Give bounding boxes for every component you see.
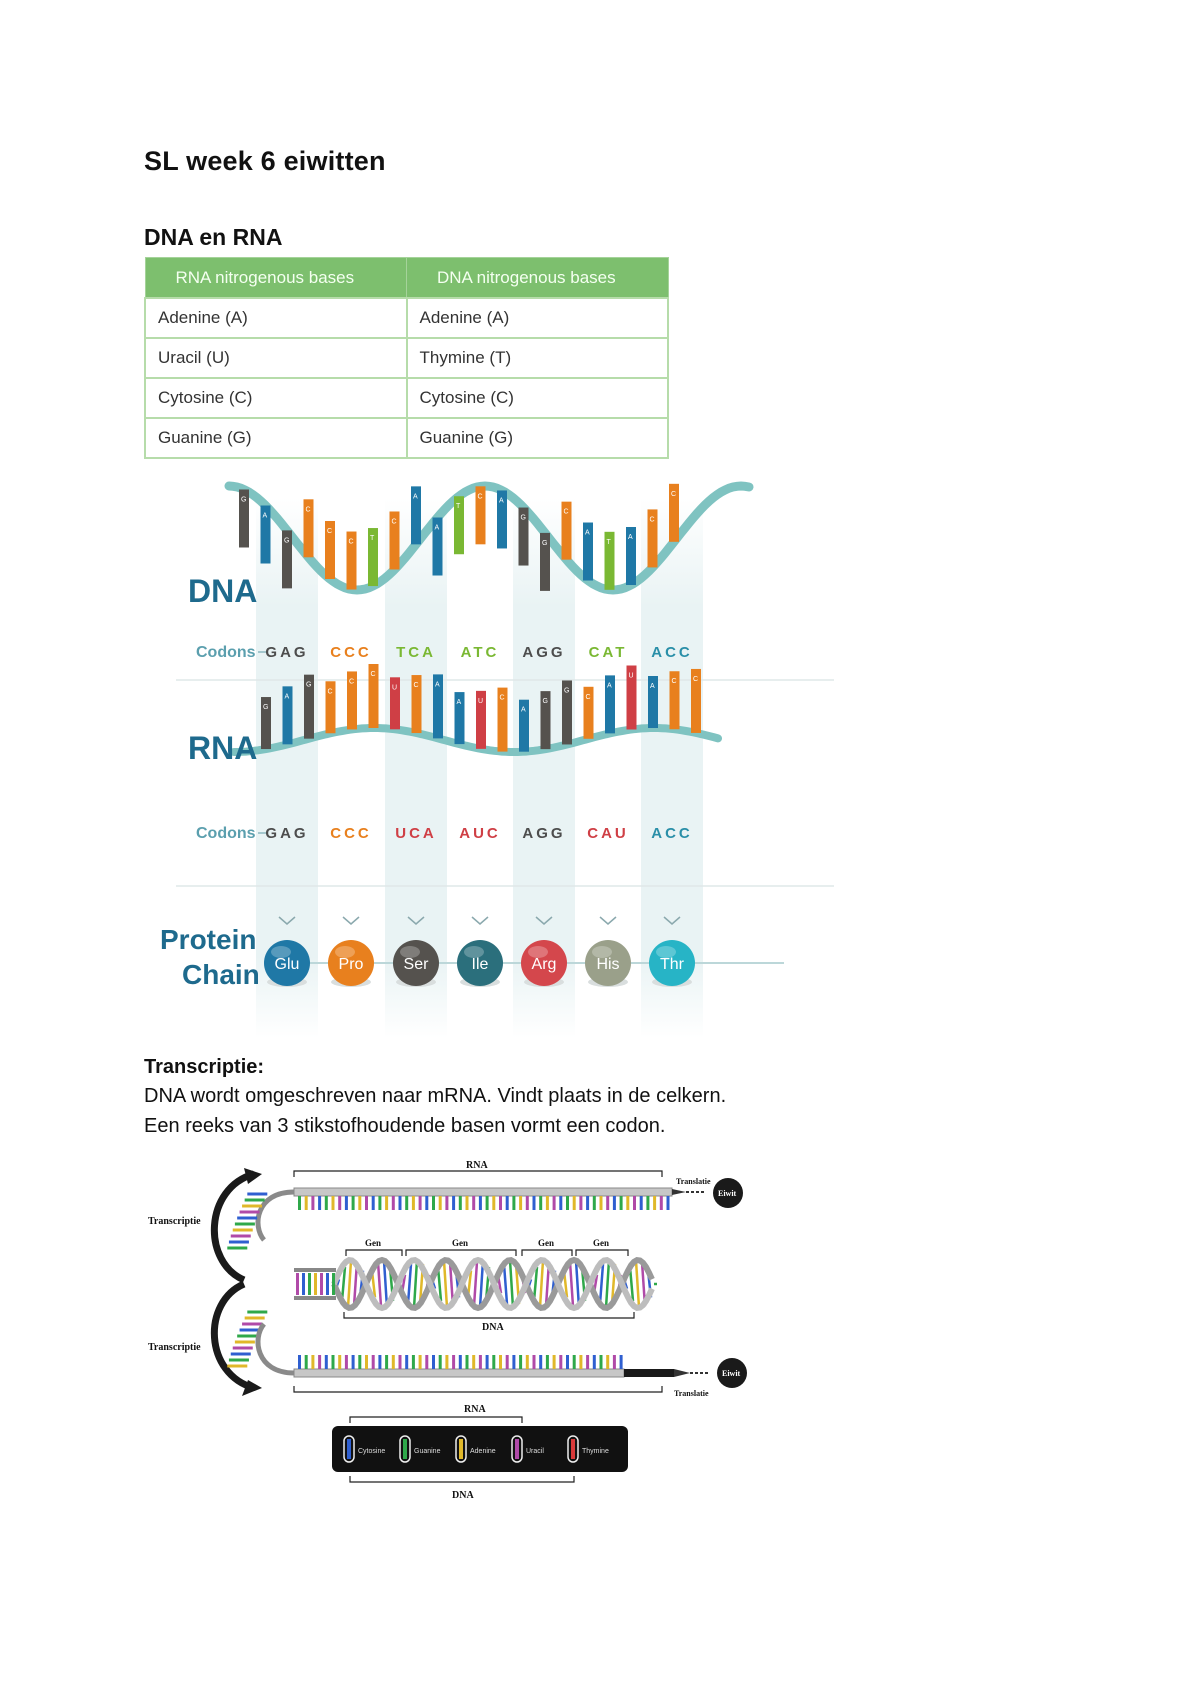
rna-base-tick [492,1355,495,1369]
rna-base-tick [399,1355,402,1369]
helix-base-pair [408,1264,411,1304]
base-tick [314,1273,317,1295]
rna-base-letter: U [392,684,398,692]
rna-base-tick [620,1355,623,1369]
dna-base-letter: C [563,508,569,516]
base-tick [302,1273,305,1295]
document-title: SL week 6 eiwitten [144,146,386,176]
rna-base-tick [566,1355,569,1369]
rna-codon: AGG [522,825,566,842]
rna-bracket-top [294,1171,662,1177]
table-cell: Adenine (A) [145,298,407,338]
rna-base-tick [439,1196,442,1210]
rna-base-tick [372,1355,375,1369]
rna-base-tick [439,1355,442,1369]
rna-base-tick [372,1196,375,1210]
legend-swatch [403,1439,407,1459]
section-title: DNA en RNA [144,224,283,250]
dna-base-letter: G [520,514,526,522]
translatie-top-label: Translatie [676,1177,711,1186]
rna-base-letter: A [456,699,462,707]
legend-bracket-top [350,1417,522,1423]
dna-base-letter: C [391,518,397,526]
rna-base-tick [573,1355,576,1369]
rna-base-letter: C [499,694,505,702]
amino-acid-label: Ser [403,956,429,973]
amino-acid-label: Glu [274,956,300,973]
rna-base-tick [486,1196,489,1210]
rna-base-tick [539,1196,542,1210]
helix-base-pair [414,1260,417,1308]
gen-label: Gen [593,1238,610,1248]
dna-base-letter: A [413,493,418,501]
rna-base-letter: A [607,682,612,690]
rna-label: RNA [188,730,258,766]
dna-codon: AGG [522,644,566,661]
dna-base-letter: G [284,537,290,545]
rna-base-tick [385,1355,388,1369]
gen-bracket [346,1250,402,1256]
rna-base-tick [305,1196,308,1210]
rna-base-letter: C [671,678,677,686]
rna-base-tick [600,1196,603,1210]
arrow-head [674,1369,690,1377]
rna-base-tick [653,1196,656,1210]
rna-base-tick [412,1196,415,1210]
dna-codon: ACC [651,644,693,661]
transcription-line-1: DNA wordt omgeschreven naar mRNA. Vindt plaats in de celkern. [144,1085,727,1107]
helix-base-pair [540,1260,543,1307]
rna-base-tick [546,1196,549,1210]
rna-base-tick [499,1355,502,1369]
chain-label: Chain [182,959,260,990]
dna-base-letter: C [305,506,311,514]
rna-base-tick [479,1196,482,1210]
rna-base-letter: A [521,706,526,714]
rna-base-tick [593,1355,596,1369]
dna-label: DNA [188,573,258,609]
helix-base-pair [606,1260,609,1308]
dna-base-letter: G [241,496,247,504]
transcription-heading: Transcriptie: [144,1056,265,1078]
rna-bracket-bottom [294,1386,662,1392]
rna-base-tick [640,1196,643,1210]
dna-base-letter: T [456,503,461,511]
rna-strand-bottom [294,1369,624,1377]
table-cell: Guanine (G) [407,418,669,458]
rna-base-letter: C [349,678,355,686]
rna-base-tick [325,1196,328,1210]
rna-base-tick [385,1196,388,1210]
chevron-down-icon [343,917,359,924]
rna-base-tick [392,1196,395,1210]
rna-base-tick [419,1355,422,1369]
rna-base-letter: U [628,672,634,680]
base-tick [332,1273,335,1295]
rna-base-tick [378,1355,381,1369]
dna-base-letter: C [671,490,677,498]
table-header-rna: RNA nitrogenous bases [145,258,407,299]
rna-base-tick [412,1355,415,1369]
dna-base-letter: A [262,512,268,520]
rna-base-letter: C [327,688,333,696]
rna-top-bases [298,1196,670,1210]
rna-base-tick [539,1355,542,1369]
helix-base-pair [384,1260,387,1307]
dna-codon-row [265,644,692,661]
dna-codons-label: Codons [196,644,256,661]
gen-label: Gen [365,1238,382,1248]
rna-base-tick [318,1355,321,1369]
table-cell: Guanine (G) [145,418,407,458]
rna-base-tick [405,1196,408,1210]
rna-base-tick [613,1196,616,1210]
table-row [145,298,668,338]
rna-base-letter: C [370,671,376,679]
table-cell: Cytosine (C) [145,378,407,418]
rna-base-tick [345,1196,348,1210]
transcriptie-arrow-top [214,1174,254,1280]
rna-base-tick [466,1355,469,1369]
rna-base-tick [533,1355,536,1369]
dna-mid-label: DNA [482,1322,504,1333]
rna-base-tick [365,1355,368,1369]
table-cell: Cytosine (C) [407,378,669,418]
transcriptie-top-label: Transcriptie [148,1216,201,1227]
rna-base-tick [432,1355,435,1369]
dna-base-letter: T [606,538,611,546]
rna-base-tick [358,1355,361,1369]
helix-base-pair [378,1262,381,1306]
dna-bracket-mid [344,1312,634,1318]
rna-strand-bases [261,664,701,752]
rna-codon: AUC [459,825,501,842]
base-tick [308,1273,311,1295]
dna-double-helix [227,1194,657,1366]
arrow-head [244,1168,262,1184]
dna-base-letter: C [649,516,655,524]
helix-base-pair [504,1264,507,1304]
helix-base-pair [480,1260,483,1307]
rna-base-tick [559,1196,562,1210]
rna-codon: UCA [395,825,437,842]
bases-table [144,257,669,459]
helix-base-pair [600,1264,603,1304]
dna-codon: CCC [330,644,372,661]
base-tick [326,1273,329,1295]
rna-base-tick [392,1355,395,1369]
base-tick [296,1273,299,1295]
legend-swatch [459,1439,463,1459]
dna-base-letter: C [327,527,333,535]
rna-base-letter: C [693,675,699,683]
amino-acid-label: Pro [338,956,364,973]
rna-base-tick [606,1355,609,1369]
rna-base-tick [579,1196,582,1210]
rna-base-letter: G [306,681,312,689]
dna-base-letter: A [499,497,504,505]
gene-brackets [346,1238,628,1256]
rna-base-tick [579,1355,582,1369]
transcription-line-2: Een reeks van 3 stikstofhoudende basen vormt een codon. [144,1115,666,1137]
rna-base-tick [452,1355,455,1369]
dna-bottom-label: DNA [452,1490,474,1501]
rna-base-tick [298,1355,301,1369]
rna-base-tick [332,1196,335,1210]
rna-base-tick [425,1355,428,1369]
rna-base-tick [425,1196,428,1210]
dna-codon: CAT [588,644,628,661]
rna-base-tick [486,1355,489,1369]
rna-base-tick [512,1355,515,1369]
amino-acid-label: Ile [471,956,489,973]
rna-base-tick [506,1355,509,1369]
rna-base-tick [613,1355,616,1369]
protein-label: Protein [160,924,257,955]
legend-swatch [515,1439,519,1459]
rna-base-tick [352,1355,355,1369]
dna-base-letter: A [585,529,590,537]
transcription-diagram [144,1160,764,1530]
rna-base-tick [533,1196,536,1210]
rna-base-tick [311,1196,314,1210]
rna-base-tick [479,1355,482,1369]
rna-base-tick [593,1196,596,1210]
eiwit-bottom-label: Eiwit [722,1369,741,1378]
rna-base-tick [419,1196,422,1210]
rna-base-tick [338,1196,341,1210]
legend-label: Adenine [470,1448,496,1455]
legend-bracket-bottom [350,1476,574,1482]
rna-base-tick [365,1196,368,1210]
chevron-down-icon [600,917,616,924]
rna-base-tick [606,1196,609,1210]
table-row [145,418,668,458]
helix-base-pair [474,1262,477,1306]
rna-codon-row [265,825,692,842]
table-header-row [145,258,668,299]
gen-bracket [576,1250,628,1256]
rna-base-tick [311,1355,314,1369]
dna-base-letter: A [628,534,633,542]
gen-bracket [522,1250,572,1256]
rna-top-label: RNA [466,1160,488,1171]
rna-base-tick [600,1355,603,1369]
rna-base-letter: A [650,683,655,691]
rna-base-tick [553,1355,556,1369]
rna-base-tick [399,1196,402,1210]
rna-codons-label: Codons [196,825,256,842]
rna-base-letter: C [585,693,591,701]
rna-base-tick [546,1355,549,1369]
legend-label: Cytosine [358,1448,386,1455]
rna-base-tick [472,1355,475,1369]
arrow-head [672,1189,686,1195]
rna-bottom-bases [298,1355,623,1369]
rna-base-tick [626,1196,629,1210]
rna-codon: CCC [330,825,372,842]
amino-acid-chain [264,917,695,987]
legend-swatch [571,1439,575,1459]
rna-base-tick [519,1196,522,1210]
rna-base-tick [472,1196,475,1210]
dna-base-letter: A [434,524,440,532]
dna-base-letter: C [477,493,483,501]
rna-strand-top [294,1188,672,1196]
amino-acid-label: His [596,956,620,973]
rna-base-tick [298,1196,301,1210]
rna-strand-end [624,1369,674,1377]
rna-base-tick [452,1196,455,1210]
rna-strand-curve [258,1324,294,1373]
rna-base-letter: G [564,687,570,695]
rna-base-tick [526,1196,529,1210]
eiwit-top-label: Eiwit [718,1189,737,1198]
rna-base-tick [466,1196,469,1210]
rna-base-tick [445,1196,448,1210]
rna-base-tick [667,1196,670,1210]
rna-bottom-label: RNA [464,1404,486,1415]
dna-codon: GAG [265,644,309,661]
gen-label: Gen [538,1238,555,1248]
rna-base-tick [512,1196,515,1210]
table-cell: Adenine (A) [407,298,669,338]
rna-base-tick [573,1196,576,1210]
table-row [145,338,668,378]
rna-base-tick [445,1355,448,1369]
rna-base-tick [459,1355,462,1369]
rna-codon: ACC [651,825,693,842]
rna-base-tick [559,1355,562,1369]
rna-base-letter: A [284,693,290,701]
rna-base-tick [325,1355,328,1369]
rna-base-tick [338,1355,341,1369]
rna-base-tick [566,1196,569,1210]
gen-label: Gen [452,1238,469,1248]
rna-base-tick [633,1196,636,1210]
rna-base-tick [506,1196,509,1210]
rna-base-tick [405,1355,408,1369]
table-cell: Uracil (U) [145,338,407,378]
dna-base-letter: C [348,538,354,546]
dna-codon: TCA [396,644,436,661]
rna-base-tick [305,1355,308,1369]
table-row [145,378,668,418]
rna-base-tick [492,1196,495,1210]
dna-base-letter: G [542,539,548,547]
gen-bracket [406,1250,516,1256]
rna-base-tick [519,1355,522,1369]
translatie-bottom-label: Translatie [674,1389,709,1398]
rna-base-letter: G [542,698,548,706]
rna-base-tick [345,1355,348,1369]
dna-codon: ATC [460,644,500,661]
helix-base-pair [510,1260,513,1308]
rna-base-tick [620,1196,623,1210]
rna-base-tick [526,1355,529,1369]
rna-base-tick [358,1196,361,1210]
amino-acid-label: Thr [660,956,684,973]
rna-base-letter: G [263,704,269,712]
legend-label: Uracil [526,1448,544,1455]
helix-base-pair [636,1260,639,1307]
rna-codon: CAU [587,825,629,842]
helix-base-pair [444,1260,447,1307]
helix-base-pair [576,1260,579,1307]
rna-base-tick [499,1196,502,1210]
rna-base-tick [352,1196,355,1210]
legend-label: Thymine [582,1448,609,1455]
amino-acid-label: Arg [531,956,557,973]
rna-base-tick [660,1196,663,1210]
rna-base-tick [553,1196,556,1210]
rna-codon: GAG [265,825,309,842]
rna-base-letter: A [435,681,440,689]
rna-base-tick [332,1355,335,1369]
rna-base-tick [646,1196,649,1210]
rna-base-tick [378,1196,381,1210]
chevron-down-icon [472,917,488,924]
rna-base-tick [459,1196,462,1210]
rna-base-letter: C [413,682,419,690]
legend-label: Guanine [414,1448,441,1455]
rna-base-tick [432,1196,435,1210]
rna-base-tick [586,1196,589,1210]
dna-base-letter: T [370,535,375,543]
transcriptie-bottom-label: Transcriptie [148,1342,201,1353]
rna-base-tick [586,1355,589,1369]
table-cell: Thymine (T) [407,338,669,378]
helix-base-pair [570,1262,573,1306]
helix-base-pair [348,1260,351,1307]
legend-swatch [347,1439,351,1459]
dna-rna-protein-figure [144,458,854,1048]
base-tick [320,1273,323,1295]
rna-base-letter: U [478,697,484,705]
table-header-dna: DNA nitrogenous bases [407,258,669,299]
rna-base-tick [318,1196,321,1210]
